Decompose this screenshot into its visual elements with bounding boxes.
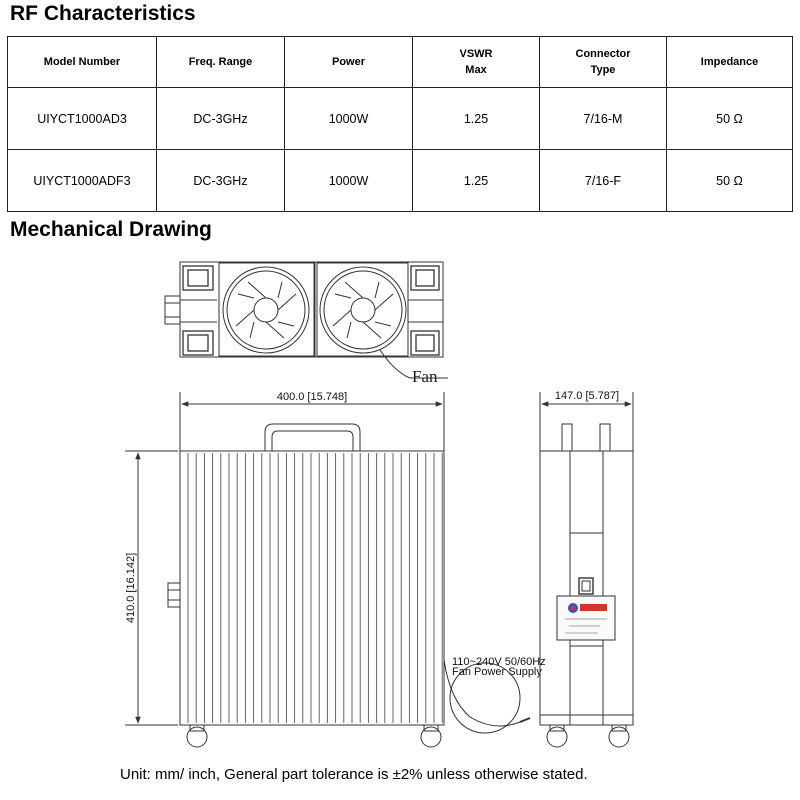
tolerance-footnote: Unit: mm/ inch, General part tolerance is ±2% unless otherwise stated.	[120, 766, 588, 783]
top-view	[165, 262, 448, 386]
height-dim-label: 410.0 [16.142]	[125, 552, 137, 624]
cell-freq-range: DC-3GHz	[157, 88, 285, 150]
side-view	[540, 390, 633, 747]
fan-2	[317, 263, 408, 356]
cell-impedance: 50 Ω	[667, 150, 793, 212]
mechanical-drawing-title: Mechanical Drawing	[10, 218, 212, 241]
cell-connector: 7/16-M	[540, 88, 667, 150]
rf-characteristics-title: RF Characteristics	[10, 2, 196, 25]
cell-model-number: UIYCT1000AD3	[8, 88, 157, 150]
header-connector-type: Connector Type	[540, 37, 667, 88]
width-dimension	[180, 391, 444, 452]
cell-power: 1000W	[285, 150, 413, 212]
power-cable	[444, 656, 546, 733]
product-label-plate	[557, 596, 615, 640]
fan-1	[219, 263, 314, 356]
cell-freq-range: DC-3GHz	[157, 150, 285, 212]
power-label-line1: 110~240V 50/60Hz	[452, 656, 546, 668]
fan-label: Fan	[412, 367, 438, 386]
cell-connector: 7/16-F	[540, 150, 667, 212]
depth-dim-label: 147.0 [5.787]	[554, 390, 620, 402]
table-row	[8, 88, 793, 150]
cell-model-number: UIYCT1000ADF3	[8, 150, 157, 212]
cell-vswr: 1.25	[413, 150, 540, 212]
table-row	[8, 150, 793, 212]
header-freq-range: Freq. Range	[157, 37, 285, 88]
front-view	[168, 424, 444, 747]
header-vswr-max: VSWR Max	[413, 37, 540, 88]
header-power: Power	[285, 37, 413, 88]
cell-power: 1000W	[285, 88, 413, 150]
height-dimension	[125, 451, 178, 725]
header-model-number: Model Number	[8, 37, 157, 88]
table-header-row	[8, 37, 793, 88]
mechanical-drawing	[0, 246, 800, 764]
header-impedance: Impedance	[667, 37, 793, 88]
width-dim-label: 400.0 [15.748]	[276, 391, 348, 403]
power-label-line2: Fan Power Supply	[452, 666, 542, 678]
rf-characteristics-table	[7, 36, 793, 212]
cell-impedance: 50 Ω	[667, 88, 793, 150]
cell-vswr: 1.25	[413, 88, 540, 150]
